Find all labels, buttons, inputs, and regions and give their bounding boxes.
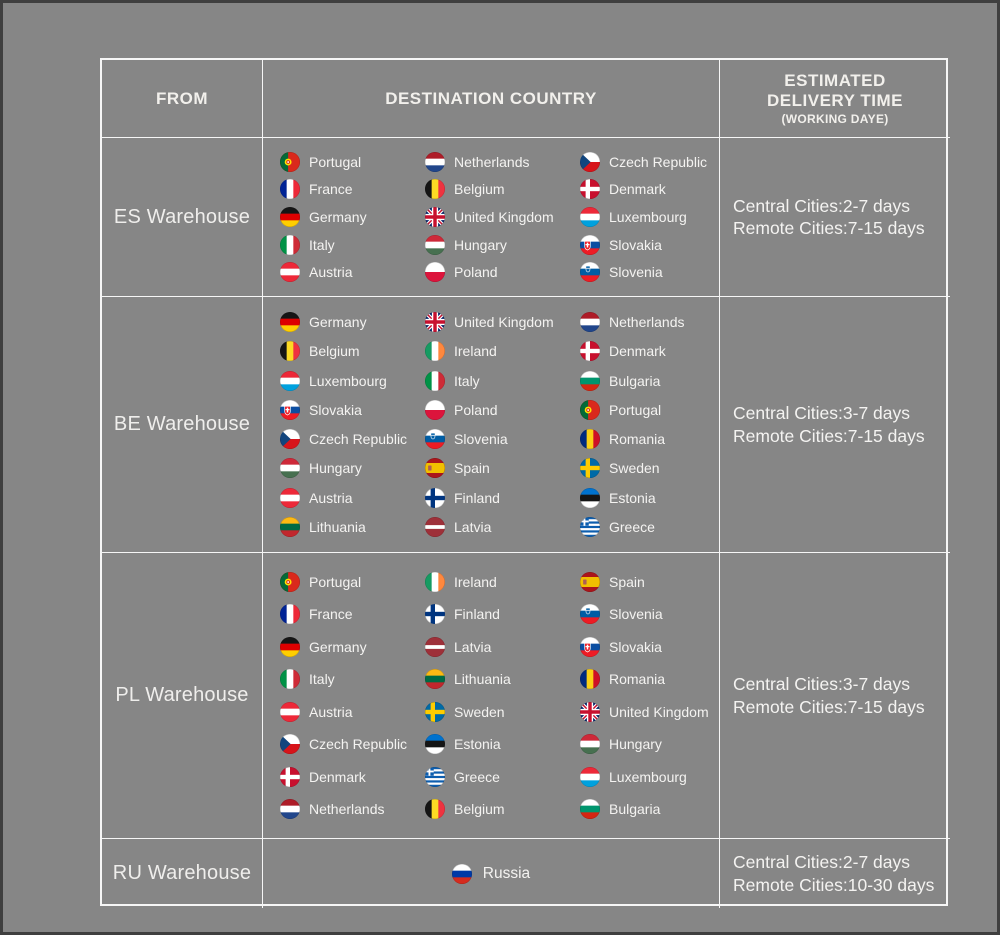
gr-flag-icon <box>425 767 445 787</box>
country-item <box>280 767 366 787</box>
country-label: Poland <box>454 401 498 418</box>
country-item <box>425 458 490 478</box>
country-label: Greece <box>454 768 500 785</box>
country-label: Denmark <box>309 768 366 785</box>
country-item <box>280 179 353 199</box>
country-label: Sweden <box>609 460 660 477</box>
lu-flag-icon <box>580 767 600 787</box>
country-label: Romania <box>609 431 666 448</box>
pl-flag-icon <box>425 400 445 420</box>
country-label: Netherlands <box>309 801 385 818</box>
remote-cities-delivery: Remote Cities:7-15 days <box>733 696 925 717</box>
destination-countries-cell <box>263 553 720 839</box>
country-item <box>280 517 366 537</box>
fi-flag-icon <box>425 604 445 624</box>
country-item <box>425 152 530 172</box>
country-item <box>425 767 500 787</box>
country-item <box>280 312 367 332</box>
country-label: Netherlands <box>454 153 530 170</box>
bg-flag-icon <box>580 799 600 819</box>
country-item <box>580 604 663 624</box>
pt-flag-icon <box>280 572 300 592</box>
country-item <box>425 371 480 391</box>
country-item <box>280 400 362 420</box>
central-cities-delivery: Central Cities:3-7 days <box>733 674 911 695</box>
country-label: Slovakia <box>609 638 662 655</box>
country-item <box>280 488 353 508</box>
country-label: Russia <box>482 864 531 882</box>
delivery-time-cell <box>720 138 950 297</box>
country-label: United Kingdom <box>454 208 554 225</box>
country-item <box>280 669 335 689</box>
country-label: Estonia <box>454 736 501 753</box>
header-delivery-line2: DELIVERY TIME <box>767 91 903 110</box>
country-label: Poland <box>454 264 498 281</box>
ie-flag-icon <box>425 572 445 592</box>
country-item <box>425 235 507 255</box>
cz-flag-icon <box>580 152 600 172</box>
remote-cities-delivery: Remote Cities:7-15 days <box>733 218 925 238</box>
country-label: Latvia <box>454 638 492 655</box>
country-item <box>425 517 491 537</box>
country-item <box>425 702 505 722</box>
country-label: Italy <box>309 236 335 253</box>
country-item <box>452 864 530 884</box>
pt-flag-icon <box>280 152 300 172</box>
country-item <box>580 429 665 449</box>
central-cities-delivery: Central Cities:2-7 days <box>733 195 911 216</box>
dk-flag-icon <box>580 179 600 199</box>
country-item <box>425 207 554 227</box>
si-flag-icon <box>580 262 600 282</box>
it-flag-icon <box>280 235 300 255</box>
cz-flag-icon <box>280 429 300 449</box>
country-item <box>580 767 687 787</box>
at-flag-icon <box>280 488 300 508</box>
country-label: Spain <box>609 573 645 590</box>
country-label: Austria <box>309 703 353 720</box>
header-delivery-line3: (WORKING DAYE) <box>781 112 889 126</box>
country-column <box>580 303 719 546</box>
country-item <box>580 262 663 282</box>
country-item <box>580 669 665 689</box>
fr-flag-icon <box>280 604 300 624</box>
lu-flag-icon <box>280 371 300 391</box>
country-label: Bulgaria <box>609 372 661 389</box>
hu-flag-icon <box>280 458 300 478</box>
sk-flag-icon <box>580 637 600 657</box>
country-item <box>425 341 497 361</box>
country-item <box>425 429 508 449</box>
warehouse-cell <box>102 138 263 297</box>
country-label: Luxembourg <box>309 372 387 389</box>
country-label: Hungary <box>454 236 507 253</box>
country-label: Czech Republic <box>309 736 408 753</box>
dk-flag-icon <box>280 767 300 787</box>
country-label: France <box>309 181 353 198</box>
ro-flag-icon <box>580 669 600 689</box>
country-item <box>580 637 662 657</box>
at-flag-icon <box>280 702 300 722</box>
de-flag-icon <box>280 312 300 332</box>
country-label: Netherlands <box>609 314 685 331</box>
country-item <box>425 734 501 754</box>
be-flag-icon <box>280 341 300 361</box>
country-label: Austria <box>309 489 353 506</box>
warehouse-label: ES Warehouse <box>113 205 251 228</box>
country-item <box>580 207 687 227</box>
at-flag-icon <box>280 262 300 282</box>
country-item <box>580 341 666 361</box>
country-label: Portugal <box>309 573 362 590</box>
country-label: France <box>309 606 353 623</box>
country-item <box>425 488 500 508</box>
country-item <box>425 179 505 199</box>
country-label: Estonia <box>609 489 656 506</box>
country-label: Italy <box>454 372 480 389</box>
country-item <box>280 572 361 592</box>
warehouse-label: PL Warehouse <box>115 684 249 706</box>
country-column <box>280 559 425 832</box>
sk-flag-icon <box>280 400 300 420</box>
ro-flag-icon <box>580 429 600 449</box>
central-cities-delivery: Central Cities:2-7 days <box>733 852 911 873</box>
warehouse-label: RU Warehouse <box>112 862 252 884</box>
country-label: Italy <box>309 671 335 688</box>
country-label: Denmark <box>609 181 666 198</box>
country-item <box>580 799 660 819</box>
destination-countries-cell <box>263 138 720 297</box>
de-flag-icon <box>280 637 300 657</box>
country-item <box>580 400 661 420</box>
country-item <box>425 312 554 332</box>
country-item <box>280 702 353 722</box>
country-label: Germany <box>309 208 367 225</box>
country-item <box>580 235 662 255</box>
country-item <box>580 702 709 722</box>
country-item <box>425 799 505 819</box>
delivery-time-cell <box>720 839 950 908</box>
country-label: Hungary <box>309 460 362 477</box>
dk-flag-icon <box>580 341 600 361</box>
country-item <box>580 734 662 754</box>
delivery-time-cell <box>720 297 950 553</box>
country-label: Romania <box>609 671 666 688</box>
destination-countries-cell <box>263 297 720 553</box>
header-destination-label: DESTINATION COUNTRY <box>385 88 597 108</box>
country-column <box>425 559 580 832</box>
country-item <box>580 572 645 592</box>
country-label: Belgium <box>309 343 360 360</box>
delivery-time-cell <box>720 553 950 839</box>
country-column <box>280 303 425 546</box>
country-label: Lithuania <box>454 671 511 688</box>
country-label: Luxembourg <box>609 208 687 225</box>
fr-flag-icon <box>280 179 300 199</box>
header-destination <box>263 60 720 138</box>
country-label: Slovenia <box>609 606 663 623</box>
se-flag-icon <box>580 458 600 478</box>
country-column <box>580 144 719 290</box>
country-column <box>425 303 580 546</box>
be-flag-icon <box>425 179 445 199</box>
country-label: Czech Republic <box>309 431 408 448</box>
country-label: Ireland <box>454 343 497 360</box>
pt-flag-icon <box>580 400 600 420</box>
country-column <box>580 559 719 832</box>
bg-flag-icon <box>580 371 600 391</box>
cz-flag-icon <box>280 734 300 754</box>
country-label: Portugal <box>609 401 662 418</box>
gr-flag-icon <box>580 517 600 537</box>
country-item <box>280 799 385 819</box>
country-label: Czech Republic <box>609 153 708 170</box>
country-label: Slovenia <box>609 264 663 281</box>
country-item <box>425 604 500 624</box>
si-flag-icon <box>425 429 445 449</box>
country-label: Bulgaria <box>609 801 661 818</box>
country-label: United Kingdom <box>609 703 709 720</box>
country-item <box>280 262 353 282</box>
country-item <box>280 341 360 361</box>
shipping-table <box>100 58 948 906</box>
nl-flag-icon <box>580 312 600 332</box>
country-item <box>280 371 387 391</box>
country-label: Slovakia <box>309 401 362 418</box>
es-flag-icon <box>425 458 445 478</box>
country-label: Luxembourg <box>609 768 687 785</box>
warehouse-cell <box>102 553 263 839</box>
country-item <box>580 179 666 199</box>
sk-flag-icon <box>580 235 600 255</box>
country-label: Hungary <box>609 736 662 753</box>
warehouse-label: BE Warehouse <box>113 413 251 435</box>
pl-flag-icon <box>425 262 445 282</box>
country-column <box>280 144 425 290</box>
si-flag-icon <box>580 604 600 624</box>
header-delivery-time <box>720 60 950 138</box>
country-item <box>280 429 407 449</box>
ru-flag-icon <box>452 864 472 884</box>
country-label: Latvia <box>454 518 492 535</box>
lv-flag-icon <box>425 517 445 537</box>
nl-flag-icon <box>425 152 445 172</box>
country-item <box>280 235 335 255</box>
country-item <box>280 207 367 227</box>
country-item <box>580 517 655 537</box>
country-item <box>580 458 660 478</box>
gb-flag-icon <box>425 312 445 332</box>
country-column <box>425 144 580 290</box>
gb-flag-icon <box>425 207 445 227</box>
country-item <box>425 637 491 657</box>
country-label: Portugal <box>309 153 362 170</box>
destination-countries-cell <box>263 839 720 908</box>
header-delivery-line1: ESTIMATED <box>784 71 886 90</box>
be-flag-icon <box>425 799 445 819</box>
ee-flag-icon <box>580 488 600 508</box>
country-item <box>425 400 498 420</box>
country-item <box>580 488 656 508</box>
country-label: Spain <box>454 460 490 477</box>
country-label: Austria <box>309 264 353 281</box>
country-label: Ireland <box>454 573 497 590</box>
country-item <box>280 637 367 657</box>
header-from-label: FROM <box>155 88 209 108</box>
warehouse-cell <box>102 839 263 908</box>
ee-flag-icon <box>425 734 445 754</box>
hu-flag-icon <box>580 734 600 754</box>
lt-flag-icon <box>425 669 445 689</box>
country-label: Germany <box>309 314 367 331</box>
country-label: Slovenia <box>454 431 508 448</box>
country-label: United Kingdom <box>454 314 554 331</box>
country-item <box>425 262 498 282</box>
lt-flag-icon <box>280 517 300 537</box>
country-label: Greece <box>609 518 655 535</box>
country-label: Finland <box>454 489 500 506</box>
country-label: Finland <box>454 606 500 623</box>
lv-flag-icon <box>425 637 445 657</box>
header-from <box>102 60 263 138</box>
country-label: Germany <box>309 638 367 655</box>
country-label: Lithuania <box>309 518 366 535</box>
country-item <box>580 312 685 332</box>
remote-cities-delivery: Remote Cities:10-30 days <box>733 874 935 895</box>
remote-cities-delivery: Remote Cities:7-15 days <box>733 425 925 446</box>
country-item <box>580 371 660 391</box>
country-item <box>280 604 353 624</box>
fi-flag-icon <box>425 488 445 508</box>
hu-flag-icon <box>425 235 445 255</box>
country-item <box>425 572 497 592</box>
country-item <box>280 458 362 478</box>
country-label: Sweden <box>454 703 505 720</box>
nl-flag-icon <box>280 799 300 819</box>
country-label: Belgium <box>454 181 505 198</box>
country-label: Denmark <box>609 343 666 360</box>
ie-flag-icon <box>425 341 445 361</box>
country-label: Belgium <box>454 801 505 818</box>
central-cities-delivery: Central Cities:3-7 days <box>733 403 911 424</box>
se-flag-icon <box>425 702 445 722</box>
country-item <box>425 669 511 689</box>
lu-flag-icon <box>580 207 600 227</box>
warehouse-cell <box>102 297 263 553</box>
country-label: Slovakia <box>609 236 662 253</box>
gb-flag-icon <box>580 702 600 722</box>
country-item <box>280 152 361 172</box>
country-item <box>280 734 407 754</box>
country-item <box>580 152 707 172</box>
it-flag-icon <box>425 371 445 391</box>
de-flag-icon <box>280 207 300 227</box>
es-flag-icon <box>580 572 600 592</box>
it-flag-icon <box>280 669 300 689</box>
